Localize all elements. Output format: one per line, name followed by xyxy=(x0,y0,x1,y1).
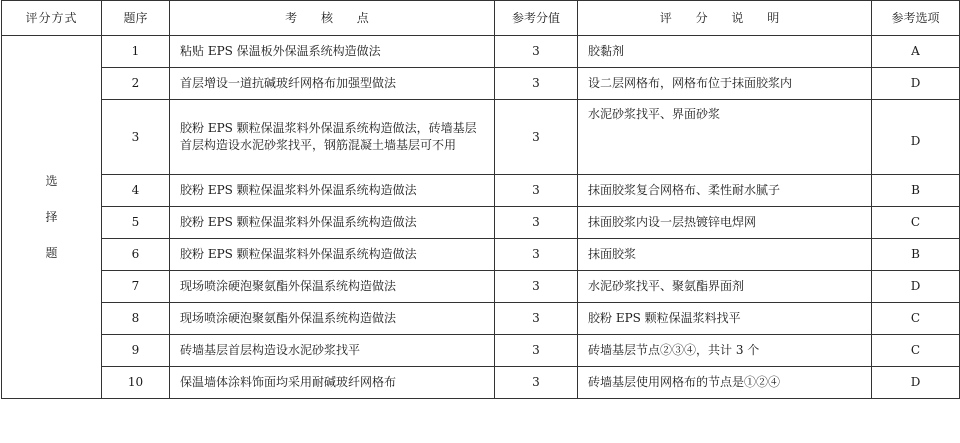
row-number: 3 xyxy=(102,100,170,175)
row-answer: C xyxy=(872,303,960,335)
row-number: 1 xyxy=(102,36,170,68)
row-number: 6 xyxy=(102,239,170,271)
row-desc: 胶黏剂 xyxy=(578,36,872,68)
row-point: 首层增设一道抗碱玻纤网格布加强型做法 xyxy=(170,68,495,100)
row-answer: C xyxy=(872,335,960,367)
row-point: 胶粉 EPS 颗粒保温浆料外保温系统构造做法 xyxy=(170,175,495,207)
table-row xyxy=(2,207,960,239)
row-score: 3 xyxy=(495,303,578,335)
row-number: 5 xyxy=(102,207,170,239)
row-number: 4 xyxy=(102,175,170,207)
header-answer: 参考选项 xyxy=(872,1,960,36)
row-point: 保温墙体涂料饰面均采用耐碱玻纤网格布 xyxy=(170,367,495,399)
row-answer: D xyxy=(872,367,960,399)
row-score: 3 xyxy=(495,239,578,271)
table-row xyxy=(2,335,960,367)
row-desc: 砖墙基层使用网格布的节点是①②④ xyxy=(578,367,872,399)
row-answer: B xyxy=(872,239,960,271)
row-desc: 水泥砂浆找平、聚氨酯界面剂 xyxy=(578,271,872,303)
header-score: 参考分值 xyxy=(495,1,578,36)
row-point: 胶粉 EPS 颗粒保温浆料外保温系统构造做法，砖墙基层首层构造设水泥砂浆找平，钢筋混凝土墙基层可不用 xyxy=(170,100,495,175)
table-row xyxy=(2,100,960,175)
table-row xyxy=(2,367,960,399)
row-number: 9 xyxy=(102,335,170,367)
row-answer: D xyxy=(872,100,960,175)
row-number: 10 xyxy=(102,367,170,399)
row-number: 8 xyxy=(102,303,170,335)
row-answer: D xyxy=(872,68,960,100)
scoring-table xyxy=(1,0,960,399)
row-score: 3 xyxy=(495,367,578,399)
table-row xyxy=(2,271,960,303)
row-desc: 设二层网格布，网格布位于抹面胶浆内 xyxy=(578,68,872,100)
row-answer: D xyxy=(872,271,960,303)
row-answer: B xyxy=(872,175,960,207)
row-number: 7 xyxy=(102,271,170,303)
row-desc: 胶粉 EPS 颗粒保温浆料找平 xyxy=(578,303,872,335)
row-point: 现场喷涂硬泡聚氨酯外保温系统构造做法 xyxy=(170,303,495,335)
row-desc: 抹面胶浆复合网格布、柔性耐水腻子 xyxy=(578,175,872,207)
row-score: 3 xyxy=(495,175,578,207)
type-char: 题 xyxy=(45,246,58,260)
row-point: 现场喷涂硬泡聚氨酯外保温系统构造做法 xyxy=(170,271,495,303)
table-row xyxy=(2,175,960,207)
table-row xyxy=(2,68,960,100)
type-cell xyxy=(2,36,102,399)
row-score: 3 xyxy=(495,271,578,303)
row-point: 胶粉 EPS 颗粒保温浆料外保温系统构造做法 xyxy=(170,207,495,239)
row-desc: 抹面胶浆 xyxy=(578,239,872,271)
header-point: 考 核 点 xyxy=(170,1,495,36)
header-desc: 评 分 说 明 xyxy=(578,1,872,36)
row-desc: 抹面胶浆内设一层热镀锌电焊网 xyxy=(578,207,872,239)
table-row xyxy=(2,239,960,271)
row-desc: 水泥砂浆找平、界面砂浆 xyxy=(578,100,872,175)
header-no: 题序 xyxy=(102,1,170,36)
row-point: 粘贴 EPS 保温板外保温系统构造做法 xyxy=(170,36,495,68)
header-type: 评分方式 xyxy=(2,1,102,36)
table-row xyxy=(2,303,960,335)
row-point: 砖墙基层首层构造设水泥砂浆找平 xyxy=(170,335,495,367)
row-desc: 砖墙基层节点②③④，共计 3 个 xyxy=(578,335,872,367)
row-answer: A xyxy=(872,36,960,68)
row-score: 3 xyxy=(495,36,578,68)
row-score: 3 xyxy=(495,68,578,100)
header-row xyxy=(2,1,960,36)
row-point: 胶粉 EPS 颗粒保温浆料外保温系统构造做法 xyxy=(170,239,495,271)
row-score: 3 xyxy=(495,100,578,175)
row-score: 3 xyxy=(495,207,578,239)
row-answer: C xyxy=(872,207,960,239)
type-char: 择 xyxy=(45,210,58,224)
table-row xyxy=(2,36,960,68)
row-score: 3 xyxy=(495,335,578,367)
type-char: 选 xyxy=(45,174,58,188)
row-number: 2 xyxy=(102,68,170,100)
